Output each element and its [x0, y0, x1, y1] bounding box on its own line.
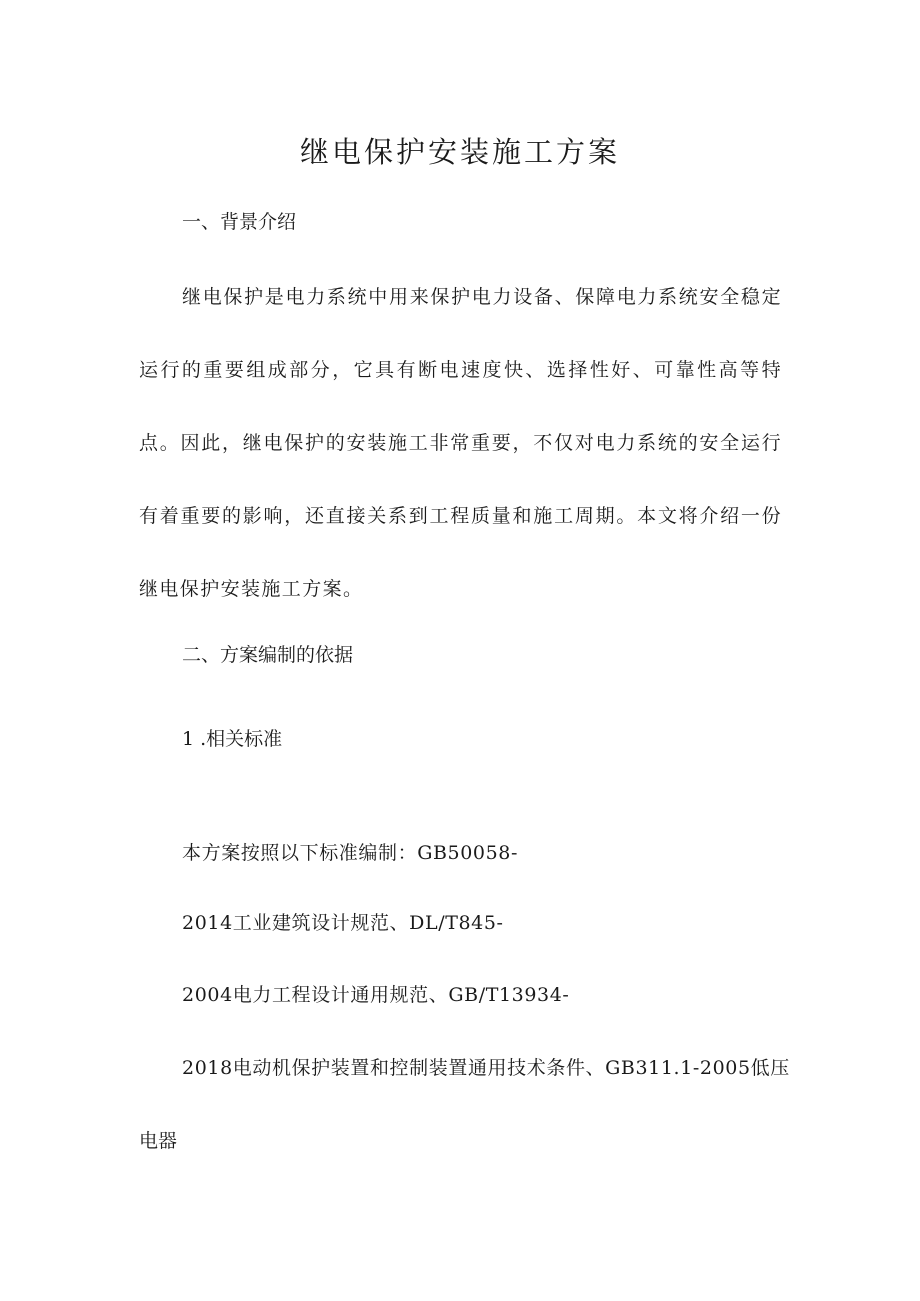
standards-line: 2014工业建筑设计规范、DL/T845-	[182, 912, 504, 934]
standards-line: 本方案按照以下标准编制：GB50058-	[182, 842, 519, 864]
section-heading-basis: 二、方案编制的依据	[182, 644, 354, 666]
standards-line-tail: 电器	[139, 1130, 178, 1152]
subsection-heading-standards: 1 .相关标准	[182, 728, 283, 750]
standards-line: 2004电力工程设计通用规范、GB/T13934-	[182, 984, 570, 1006]
section-heading-background: 一、背景介绍	[182, 211, 297, 233]
page-title: 继电保护安装施工方案	[299, 135, 620, 169]
background-paragraph: 继电保护是电力系统中用来保护电力设备、保障电力系统安全稳定运行的重要组成部分，它具有断电速度快、选择性好、可靠性高等特点。因此，继电保护的安装施工非常重要，不仅对电力系统的安全运行有着重要的影响，还直接关系到工程质量和施工周期。本文将介绍一份继电保护安装施工方案。	[139, 286, 782, 600]
standards-line: 2018电动机保护装置和控制装置通用技术条件、GB311.1-2005低压	[182, 1057, 790, 1079]
